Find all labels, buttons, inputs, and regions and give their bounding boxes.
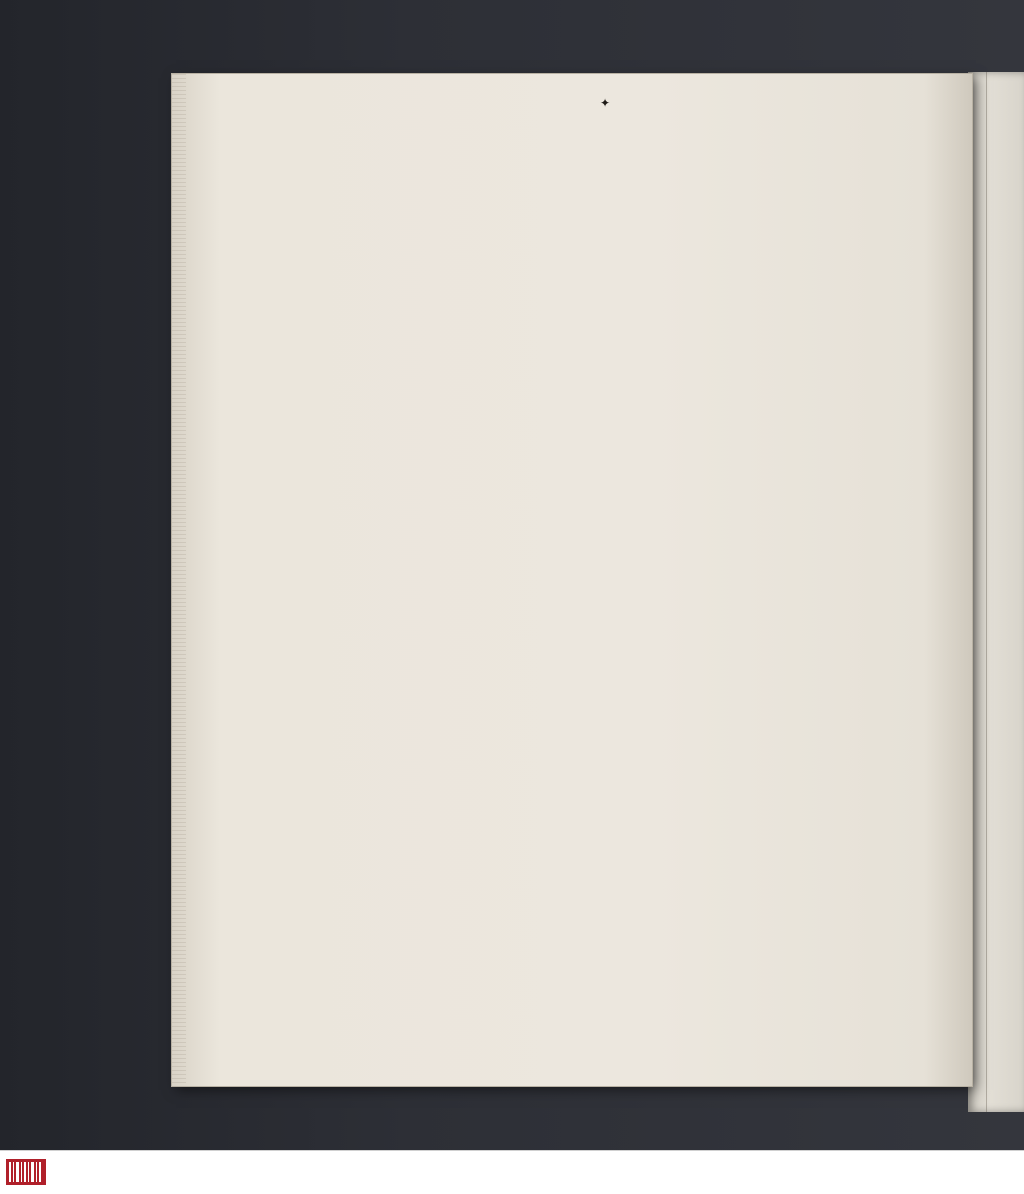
facing-page-gutter <box>986 72 987 1112</box>
signature-mark: ✦ <box>600 96 611 110</box>
hab-barcode-logo <box>6 1159 46 1185</box>
facing-page-edge <box>968 72 1024 1112</box>
book-page <box>172 74 972 1086</box>
viewer-footer <box>0 1150 1024 1194</box>
